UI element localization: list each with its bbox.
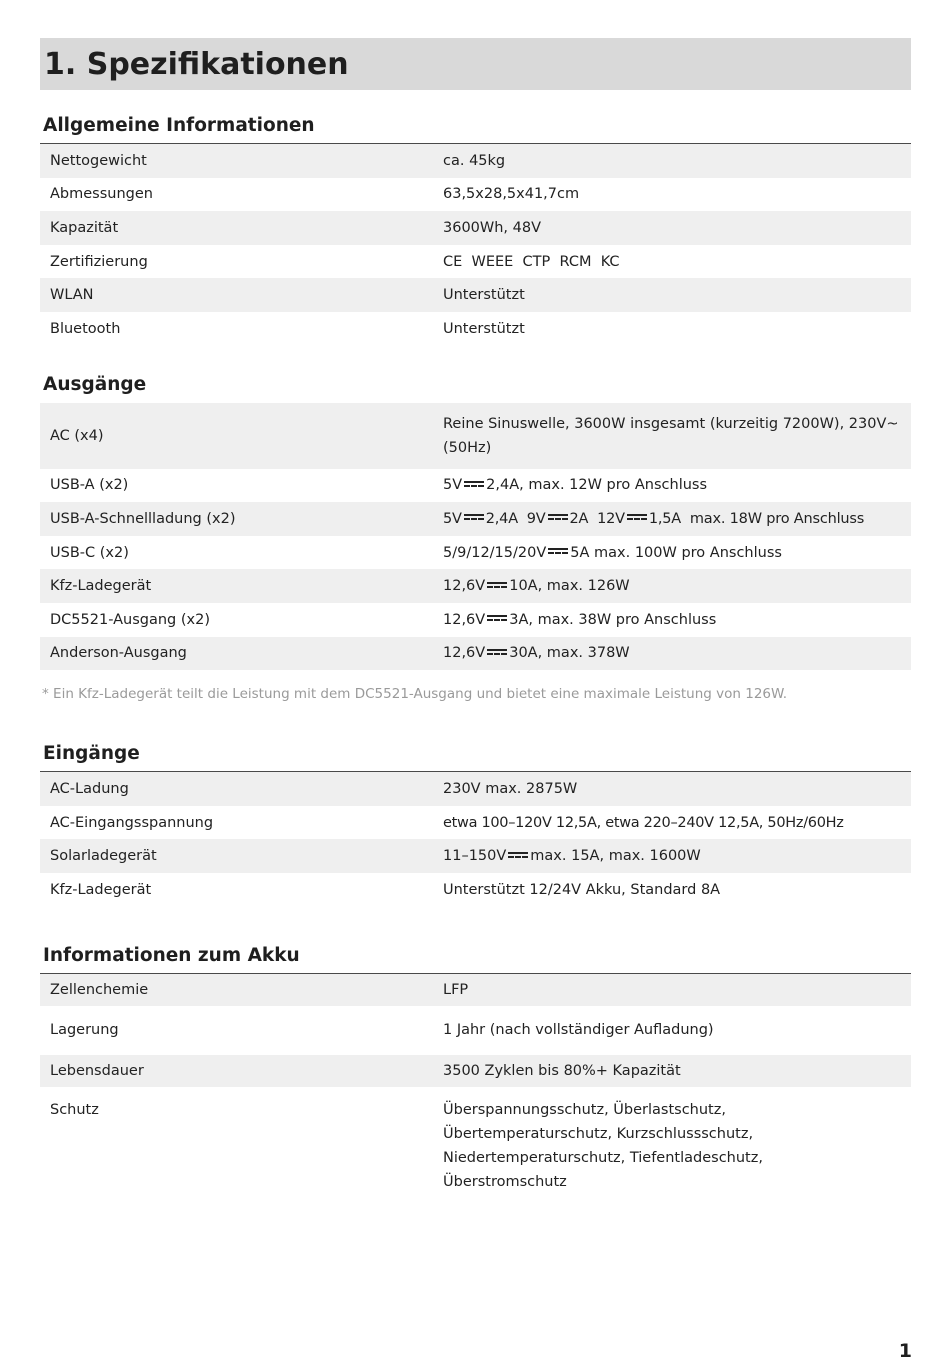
row-value: 230V max. 2875W <box>433 772 911 806</box>
table-row <box>40 469 911 503</box>
table-row <box>40 839 911 873</box>
table-row <box>40 245 911 279</box>
section-heading-outputs: Ausgänge <box>43 373 147 395</box>
row-value: 5/9/12/15/20V 5A max. 100W pro Anschluss <box>443 544 782 561</box>
table-row <box>40 1087 911 1194</box>
table-row <box>40 637 911 671</box>
row-value: 12,6V 3A, max. 38W pro Anschluss <box>443 611 717 628</box>
table-row <box>40 1055 911 1087</box>
row-value: Unterstützt <box>433 278 911 312</box>
dc-symbol-icon <box>508 851 528 860</box>
dc-symbol-icon <box>487 581 507 590</box>
battery-table <box>40 974 911 1194</box>
footnote: * Ein Kfz-Ladegerät teilt die Leistung mit dem DC5521-Ausgang und bietet eine maximale Leistung von 126W. <box>42 686 788 703</box>
table-row <box>40 974 911 1006</box>
row-label: Kfz-Ladegerät <box>50 881 152 898</box>
row-label: WLAN <box>40 278 433 312</box>
table-row <box>40 806 911 840</box>
section-heading-general: Allgemeine Informationen <box>43 115 315 136</box>
table-row <box>40 278 911 312</box>
row-label: Bluetooth <box>50 320 121 337</box>
row-label: Zellenchemie <box>40 974 433 1006</box>
table-row <box>40 403 911 469</box>
row-value: 11–150V max. 15A, max. 1600W <box>433 839 911 873</box>
page-title: 1. Spezifikationen <box>44 46 349 82</box>
row-label: Kapazität <box>40 211 433 245</box>
row-value: 5V 2,4A, max. 12W pro Anschluss <box>443 477 708 494</box>
table-row <box>40 873 911 907</box>
row-label: Lagerung <box>50 1022 119 1038</box>
row-value: Unterstützt 12/24V Akku, Standard 8A <box>443 881 721 898</box>
row-value: CE WEEE CTP RCM KC <box>443 253 620 270</box>
table-row <box>40 211 911 245</box>
table-row <box>40 536 911 570</box>
dc-symbol-icon <box>464 513 484 522</box>
row-label: Zertifizierung <box>50 253 148 270</box>
inputs-table <box>40 772 911 906</box>
table-row <box>40 502 911 536</box>
row-value: 1 Jahr (nach vollständiger Aufladung) <box>443 1022 714 1038</box>
table-row <box>40 178 911 212</box>
dc-symbol-icon <box>464 480 484 489</box>
row-label: Lebensdauer <box>40 1055 433 1087</box>
row-value: 12,6V 10A, max. 126W <box>433 569 911 603</box>
row-label: USB-A (x2) <box>50 477 129 494</box>
dc-symbol-icon <box>548 513 568 522</box>
row-label: USB-A-Schnellladung (x2) <box>40 502 433 536</box>
table-row <box>40 312 911 346</box>
row-label: AC-Eingangsspannung <box>50 814 214 831</box>
row-value: 5V 2,4A 9V 2A 12V 1,5A max. 18W pro Anschluss <box>433 502 911 536</box>
table-row <box>40 603 911 637</box>
row-value: Überspannungsschutz, Überlastschutz, Übertemperaturschutz, Kurzschlussschutz, Niedertemperaturschutz, Tiefentladeschutz, Überstromschutz <box>443 1101 763 1190</box>
row-value: etwa 100–120V 12,5A, etwa 220–240V 12,5A, 50Hz/60Hz <box>443 814 844 831</box>
row-label: AC (x4) <box>40 403 433 469</box>
page-number: 1 <box>898 1340 912 1362</box>
outputs-table <box>40 403 911 671</box>
row-value: Unterstützt <box>443 320 525 337</box>
title-bar <box>40 38 911 90</box>
row-value: 3500 Zyklen bis 80%+ Kapazität <box>433 1055 911 1087</box>
general-table <box>40 144 911 346</box>
row-value: ca. 45kg <box>433 144 911 178</box>
row-label: Abmessungen <box>50 186 153 203</box>
row-label: Anderson-Ausgang <box>40 637 433 671</box>
dc-symbol-icon <box>487 614 507 623</box>
row-label: Solarladegerät <box>40 839 433 873</box>
table-row <box>40 144 911 178</box>
spec-page <box>40 38 911 1194</box>
row-label: Kfz-Ladegerät <box>40 569 433 603</box>
table-row <box>40 1006 911 1055</box>
row-value: Reine Sinuswelle, 3600W insgesamt (kurzeitig 7200W), 230V~(50Hz) <box>433 403 911 469</box>
dc-symbol-icon <box>548 547 568 556</box>
row-label: Schutz <box>50 1101 99 1118</box>
dc-symbol-icon <box>487 648 507 657</box>
row-value: 3600Wh, 48V <box>433 211 911 245</box>
table-row <box>40 772 911 806</box>
row-value: 12,6V 30A, max. 378W <box>433 637 911 671</box>
row-value: LFP <box>433 974 911 1006</box>
dc-symbol-icon <box>627 513 647 522</box>
section-heading-battery: Informationen zum Akku <box>43 944 300 966</box>
row-value: 63,5x28,5x41,7cm <box>443 186 580 203</box>
row-label: USB-C (x2) <box>50 544 129 561</box>
table-row <box>40 569 911 603</box>
section-heading-inputs: Eingänge <box>43 743 140 765</box>
row-label: DC5521-Ausgang (x2) <box>50 611 210 628</box>
row-label: Nettogewicht <box>40 144 433 178</box>
row-label: AC-Ladung <box>40 772 433 806</box>
